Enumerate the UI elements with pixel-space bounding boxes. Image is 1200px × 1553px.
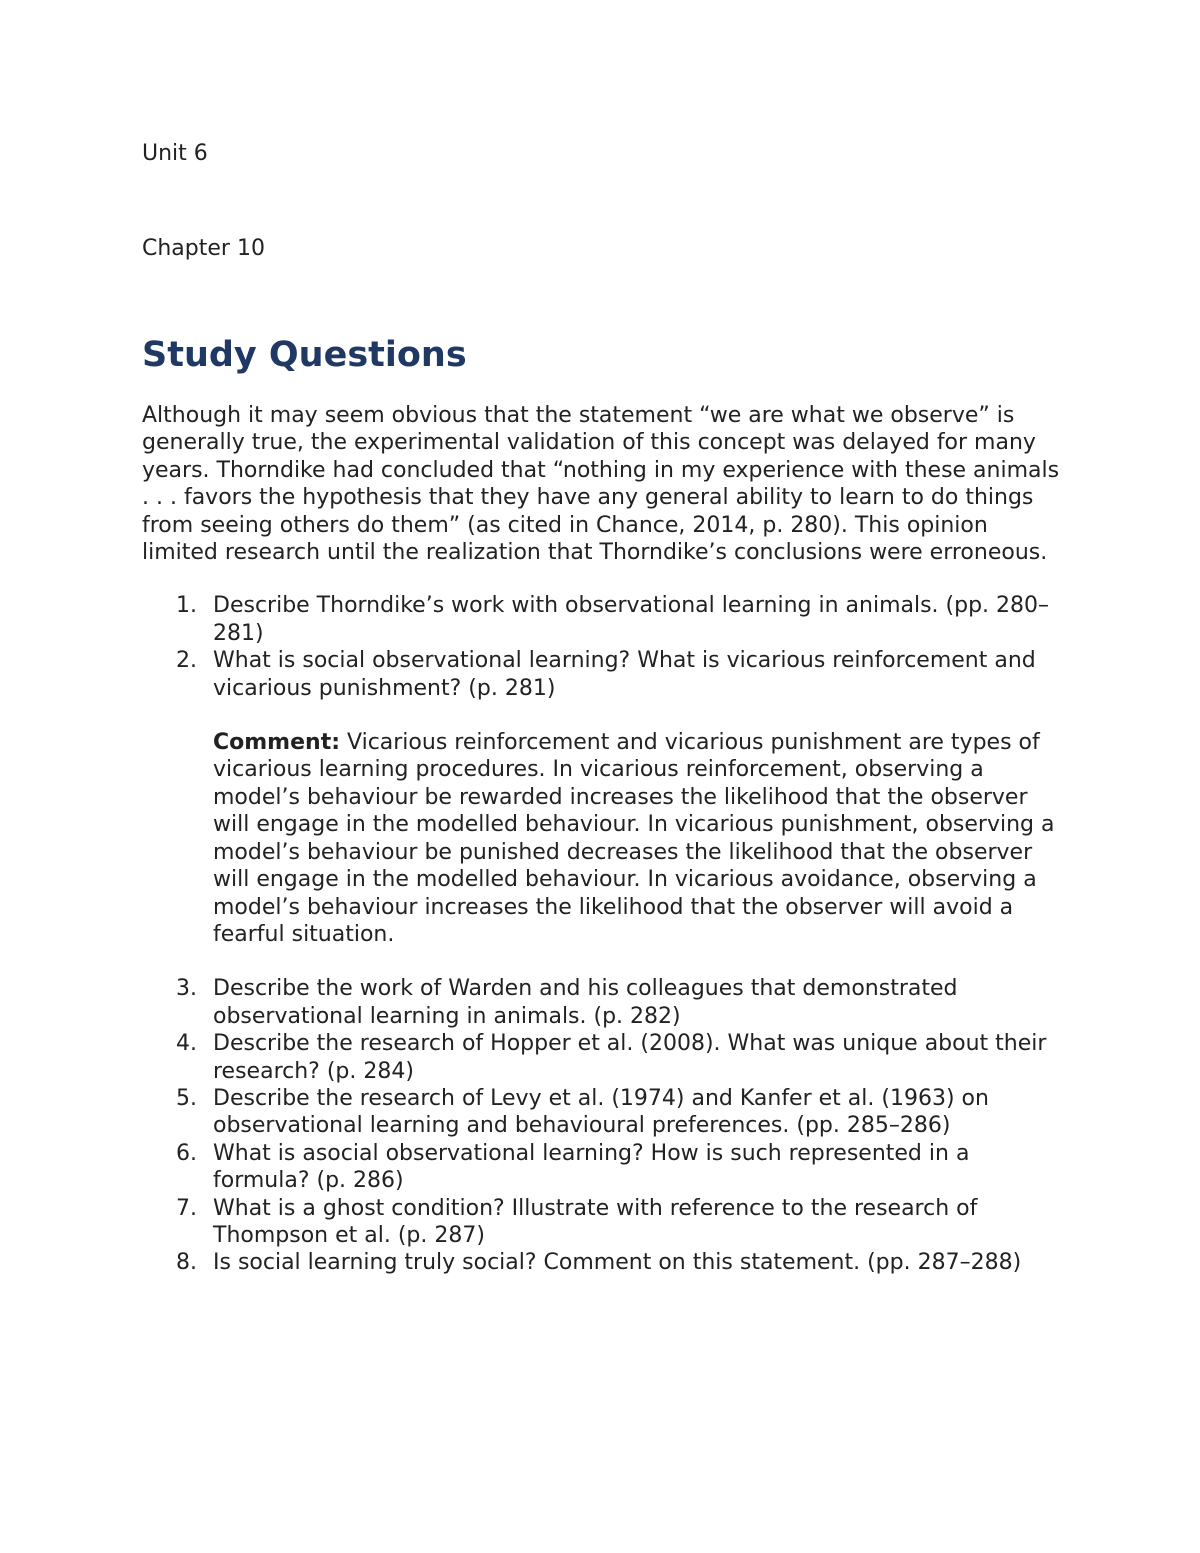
question-number: 5.	[176, 1085, 197, 1111]
comment-block	[213, 729, 1062, 948]
comment-text: Vicarious reinforcement and vicarious punishment are types of vicarious learning procedures. In vicarious reinforcement, observing a model’s behaviour be rewarded increases the likelihood that the observer will engage in the modelled behaviour. In vicarious punishment, observing a model’s behaviour be punished decreases the likelihood that the observer will engage in the modelled behaviour. In vicarious avoidance, observing a model’s behaviour increases the likelihood that the observer will avoid a fearful situation.	[213, 730, 1055, 947]
unit-label: Unit 6	[142, 141, 208, 166]
list-item	[142, 1030, 1062, 1085]
question-number: 2.	[176, 648, 197, 674]
list-item	[142, 592, 1062, 647]
question-number: 7.	[176, 1195, 197, 1221]
question-number: 3.	[176, 976, 197, 1002]
intro-paragraph: Although it may seem obvious that the statement “we are what we observe” is generally true, the experimental validation of this concept was delayed for many years. Thorndike had concluded that “nothing in my experience with these animals . . . favors the hypothesis that they have any general ability to learn to do things from seeing others do them” (as cited in Chance, 2014, p. 280). This opinion limited research until the realization that Thorndike’s conclusions were erroneous.	[142, 403, 1060, 566]
question-number: 4.	[176, 1031, 197, 1057]
question-list	[142, 592, 1062, 1276]
list-item	[142, 1140, 1062, 1195]
question-text: Describe the research of Hopper et al. (2008). What was unique about their research? (p. 284)	[213, 1031, 1047, 1084]
question-number: 8.	[176, 1250, 197, 1276]
chapter-label: Chapter 10	[142, 236, 265, 261]
question-text: What is social observational learning? What is vicarious reinforcement and vicarious punishment? (p. 281)	[213, 648, 1036, 701]
comment-label: Comment:	[213, 730, 341, 756]
list-item	[142, 975, 1062, 1030]
list-item	[142, 1085, 1062, 1140]
question-text: Describe the research of Levy et al. (1974) and Kanfer et al. (1963) on observational learning and behavioural preferences. (pp. 285–286)	[213, 1085, 989, 1139]
question-text: What is a ghost condition? Illustrate with reference to the research of Thompson et al. (p. 287)	[213, 1195, 978, 1248]
question-text: Describe Thorndike’s work with observational learning in animals. (pp. 280–281)	[213, 593, 1050, 646]
list-item	[142, 647, 1062, 948]
question-text: What is asocial observational learning? How is such represented in a formula? (p. 286)	[213, 1140, 970, 1194]
question-text: Describe the work of Warden and his colleagues that demonstrated observational learning in animals. (p. 282)	[213, 976, 958, 1029]
page-title: Study Questions	[142, 335, 467, 375]
document-page	[142, 138, 1062, 1277]
question-text: Is social learning truly social? Comment on this statement. (pp. 287–288)	[213, 1250, 1022, 1276]
list-item	[142, 1195, 1062, 1250]
question-number: 1.	[176, 593, 197, 619]
list-item	[142, 1249, 1062, 1276]
question-number: 6.	[176, 1140, 197, 1166]
